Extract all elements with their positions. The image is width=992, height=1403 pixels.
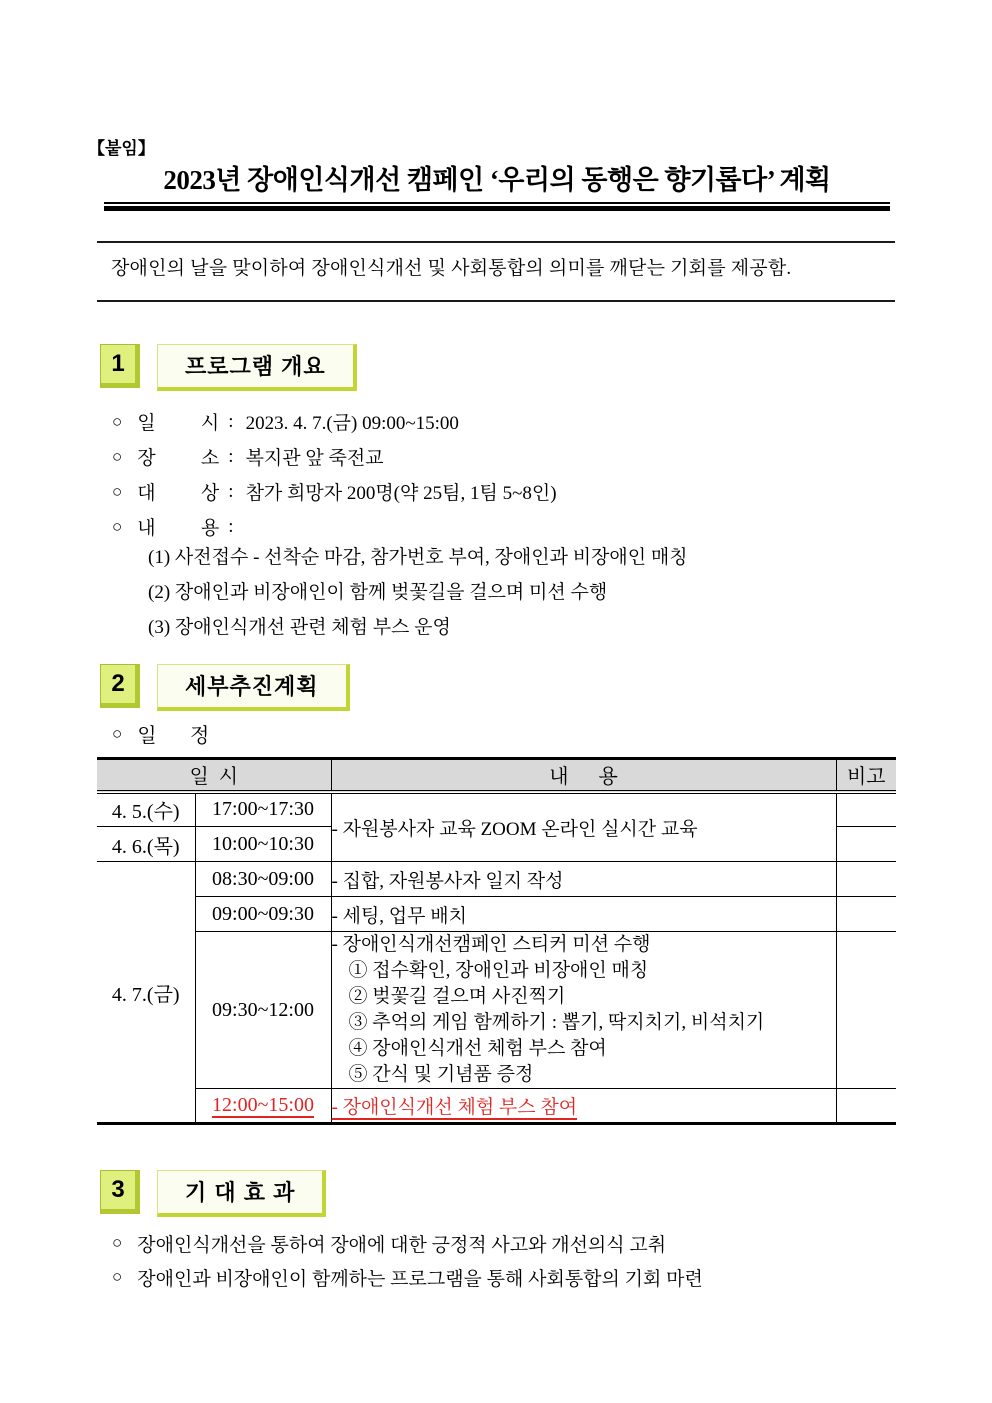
detail-line-3: (3) 장애인식개선 관련 체험 부스 운영 [148,617,451,638]
section-2-header [100,664,350,711]
cell-content: - 집합, 자원봉사자 일지 작성 [331,862,836,897]
schedule-subheading [112,716,218,751]
item-text: 장애인식개선을 통하여 장애에 대한 긍정적 사고와 개선의식 고취 [137,1234,667,1256]
cell-date: 4. 5.(수) [97,792,195,827]
expected-effect-1 [112,1226,703,1260]
circle-bullet-icon: ○ [112,481,123,501]
cell-time: 08:30~09:00 [195,862,331,897]
cell-time: 09:30~12:00 [195,932,331,1089]
item-label: 일 시 [137,413,220,434]
mission-step-2: ② 벚꽃길 걸으며 사진찍기 [348,986,566,1007]
item-value: 2023. 4. 7.(금) 09:00~15:00 [245,413,459,434]
item-value: 참가 희망자 200명(약 25팀, 1팀 5~8인) [245,483,557,504]
header-content: 내 용 [331,759,836,792]
circle-bullet-icon: ○ [112,446,123,466]
table-header-row [97,759,896,792]
list-item-place [112,439,557,474]
document-title: 2023년 장애인식개선 캠페인 ‘우리의 동행은 향기롭다’ 계획 [104,158,890,204]
schedule-table-wrap [97,757,896,1125]
cell-content: - 세팅, 업무 배치 [331,897,836,932]
colon: : [228,410,234,432]
cell-content-multiline [331,932,836,1089]
cell-note [836,932,896,1089]
cell-note [836,827,896,862]
circle-bullet-icon: ○ [112,723,123,743]
circle-bullet-icon: ○ [112,411,123,431]
section-2-number-badge: 2 [100,664,140,708]
header-datetime: 일 시 [97,759,331,792]
cell-time: 17:00~17:30 [195,792,331,827]
mission-step-3: ③ 추억의 게임 함께하기 : 뽑기, 딱지치기, 비석치기 [348,1012,765,1033]
section-1-header [100,344,357,391]
table-row [97,862,896,897]
table-row [97,932,896,1089]
cell-content-highlight: - 장애인식개선 체험 부스 참여 [331,1089,836,1124]
cell-note [836,792,896,827]
cell-note [836,862,896,897]
colon: : [228,480,234,502]
table-row [97,897,896,932]
section-3-number-badge: 3 [100,1170,140,1214]
divider-top [97,241,895,243]
cell-note [836,1089,896,1124]
expected-effect-2 [112,1260,703,1294]
header-note: 비고 [836,759,896,792]
title-underline-bar [104,206,890,211]
mission-line: - 장애인식개선캠페인 스티커 미션 수행 [331,934,651,955]
mission-step-4: ④ 장애인식개선 체험 부스 참여 [348,1038,607,1059]
cell-date-merged: 4. 7.(금) [97,862,195,1124]
detail-line-2: (2) 장애인과 비장애인이 함께 벚꽃길을 걸으며 미션 수행 [148,582,608,603]
title-block [104,158,890,211]
item-label: 대 상 [137,483,220,504]
section-1-item-list [112,404,557,544]
colon: : [228,515,234,537]
cell-note [836,897,896,932]
section-3-title: 기 대 효 과 [157,1170,326,1217]
divider-bottom [97,300,895,302]
table-row [97,792,896,827]
list-item-datetime [112,404,557,439]
section-1-number-badge: 1 [100,344,140,388]
section-3-header [100,1170,326,1217]
schedule-table [97,757,896,1125]
cell-time: 09:00~09:30 [195,897,331,932]
cell-content: - 자원봉사자 교육 ZOOM 온라인 실시간 교육 [331,792,836,862]
item-label: 내 용 [137,518,220,539]
item-text: 장애인과 비장애인이 함께하는 프로그램을 통해 사회통합의 기회 마련 [137,1268,703,1290]
section-2-title: 세부추진계획 [157,664,350,711]
item-value: 복지관 앞 죽전교 [245,448,384,469]
subheading-label: 일 정 [137,725,210,747]
intro-text: 장애인의 날을 맞이하여 장애인식개선 및 사회통합의 의미를 깨닫는 기회를 제공함. [111,258,792,279]
mission-step-5: ⑤ 간식 및 기념품 증정 [348,1064,534,1085]
circle-bullet-icon: ○ [112,1233,123,1252]
detail-line-1: (1) 사전접수 - 선착순 마감, 참가번호 부여, 장애인과 비장애인 매칭 [148,547,688,568]
mission-step-1: ① 접수확인, 장애인과 비장애인 매칭 [348,960,649,981]
cell-time-highlight: 12:00~15:00 [195,1089,331,1124]
section-1-detail-list [148,538,688,643]
circle-bullet-icon: ○ [112,516,123,536]
section-3-item-list [112,1226,703,1294]
attachment-label: 【붙임】 [88,139,155,158]
section-1-title: 프로그램 개요 [157,344,357,391]
cell-date: 4. 6.(목) [97,827,195,862]
list-item-target [112,474,557,509]
item-label: 장 소 [137,448,220,469]
cell-time: 10:00~10:30 [195,827,331,862]
circle-bullet-icon: ○ [112,1267,123,1286]
colon: : [228,445,234,467]
table-row-highlighted [97,1089,896,1124]
